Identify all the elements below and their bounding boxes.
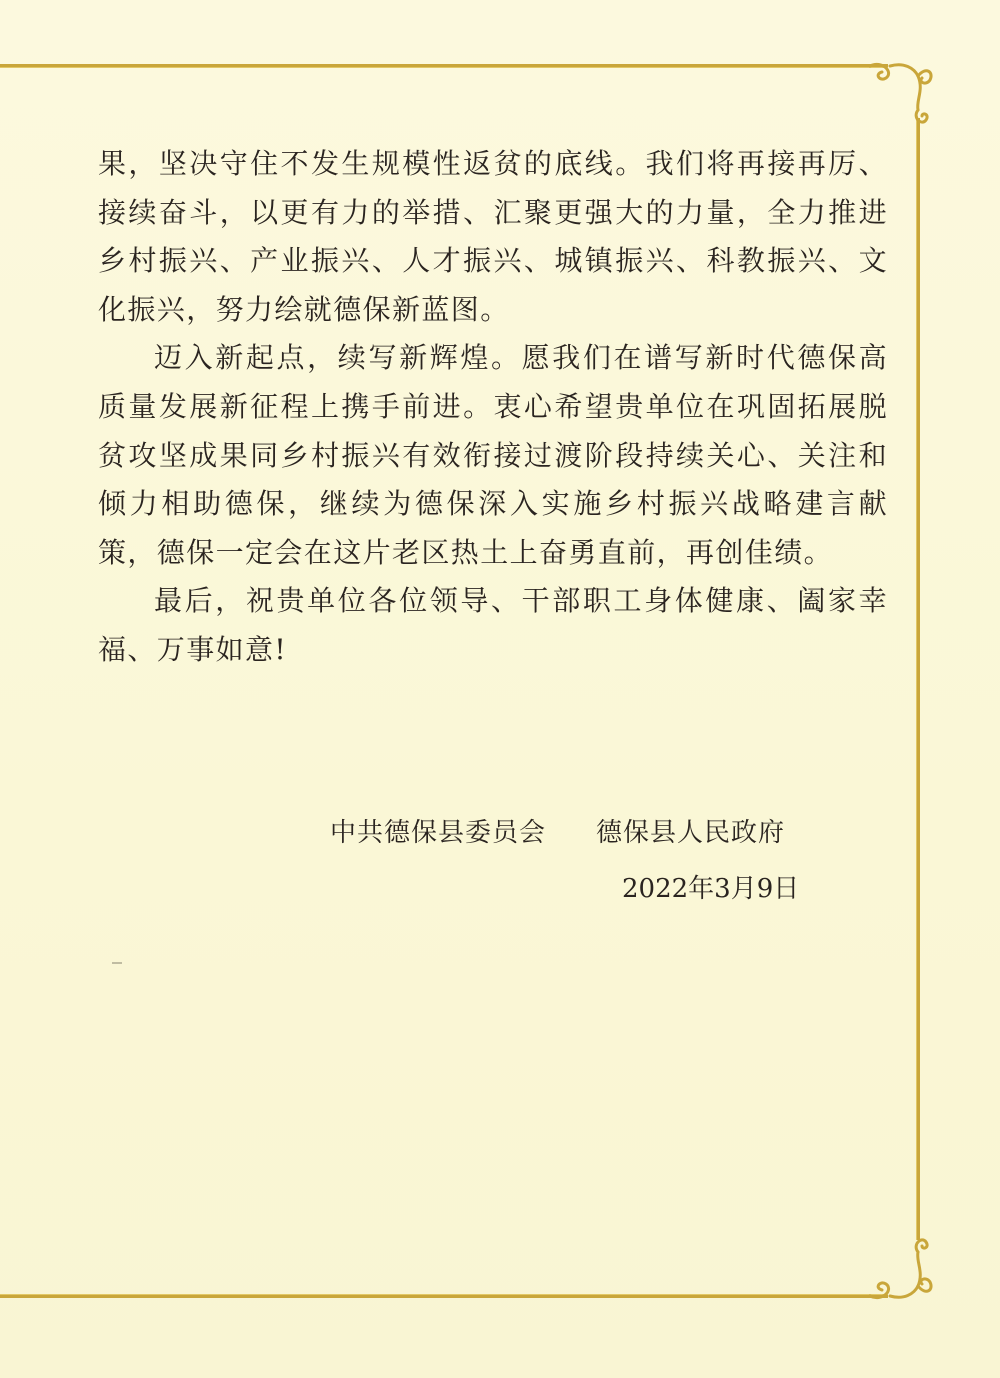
border-right — [916, 118, 920, 1240]
corner-ornament-top-icon — [864, 56, 938, 130]
signatory-government: 德保县人民政府 — [596, 818, 786, 848]
paragraph-new-milestone: 迈入新起点，续写新辉煌。愿我们在谱写新时代德保高质量发展新征程上携手前进。衷心希望贵单位在巩固拓展脱贫攻坚成果同乡村振兴有效衔接过渡阶段持续关心、关注和倾力相助德保，继续为德保深入实施乡村振兴战略建言献策，德保一定会在这片老区热土上奋勇直前，再创佳绩。 — [98, 341, 888, 569]
letter-date: 2022年3月9日 — [622, 874, 800, 904]
border-bottom — [0, 1294, 888, 1298]
paper-speck — [112, 962, 122, 964]
letter-body — [98, 140, 888, 675]
signatory-party-committee: 中共德保县委员会 — [330, 818, 547, 848]
signature-block — [330, 812, 785, 849]
corner-ornament-bottom-icon — [864, 1232, 938, 1306]
paragraph-continuation: 果，坚决守住不发生规模性返贫的底线。我们将再接再厉、接续奋斗，以更有力的举措、汇聚更强大的力量，全力推进乡村振兴、产业振兴、人才振兴、城镇振兴、科教振兴、文化振兴，努力绘就德保新蓝图。 — [98, 147, 888, 326]
paragraph-closing-wishes: 最后，祝贵单位各位领导、干部职工身体健康、阖家幸福、万事如意! — [98, 584, 888, 666]
border-top — [0, 64, 888, 68]
